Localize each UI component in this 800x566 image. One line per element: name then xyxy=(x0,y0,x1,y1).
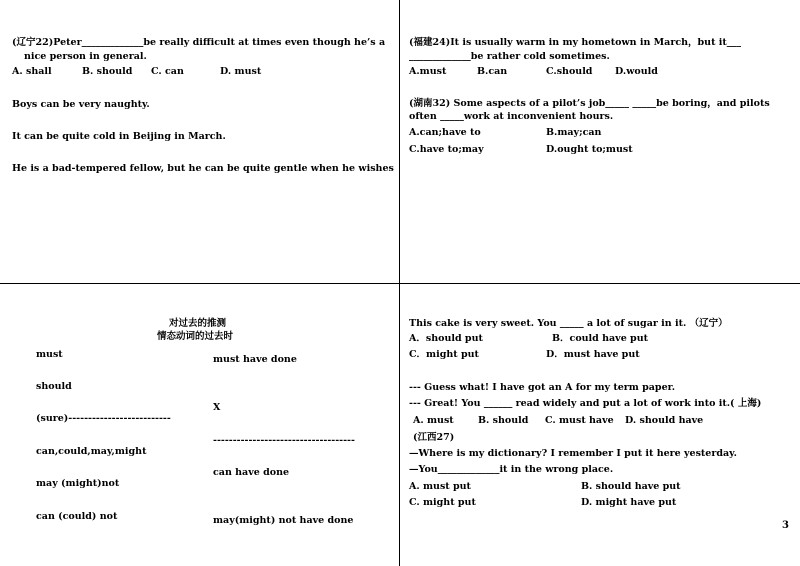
q6-option-d: D. might have put xyxy=(581,497,677,508)
q1-option-b: B. should xyxy=(82,66,133,77)
q2-option-d: D.would xyxy=(615,66,658,77)
q5-option-b: B. should xyxy=(478,415,529,426)
q4-option-a: A．should put xyxy=(409,333,483,344)
q3-option-b: B.may;can xyxy=(546,127,602,138)
q6-line1: —Where is my dictionary? I remember I put it here yesterday. xyxy=(409,448,737,459)
left-item-can-not: can (could) not xyxy=(36,511,118,522)
q2-option-c: C.should xyxy=(546,66,593,77)
q6-line2: —You_____________it in the wrong place. xyxy=(409,464,614,475)
q1-option-c: C. can xyxy=(151,66,184,77)
left-item-must: must xyxy=(36,349,63,360)
q6-tag: (江西27) xyxy=(413,432,455,443)
example-3: He is a bad-tempered fellow, but he can be quite gentle when he wishes xyxy=(12,163,394,174)
q2-stem-line1: (福建24)It is usually warm in my hometown in March，but it___ xyxy=(409,37,742,48)
left-item-can-could: can,could,may,might xyxy=(36,446,147,457)
example-2: It can be quite cold in Beijing in March. xyxy=(12,131,226,142)
q4-stem: This cake is very sweet. You _____ a lot of sugar in it. （辽宁） xyxy=(409,318,728,329)
q2-stem-line2: _____________be rather cold sometimes. xyxy=(409,51,610,62)
q5-line2: --- Great! You ______ read widely and put a lot of work into it.( 上海) xyxy=(409,398,762,409)
q5-option-a: A. must xyxy=(413,415,454,426)
table-title-1: 对过去的推测 xyxy=(169,318,227,329)
q6-option-a: A. must put xyxy=(409,481,471,492)
horizontal-divider xyxy=(0,283,800,284)
q6-option-b: B. should have put xyxy=(581,481,681,492)
q1-option-d: D. must xyxy=(220,66,262,77)
right-item-dashes: ------------------------------------ xyxy=(213,435,355,446)
q4-option-c: C．might put xyxy=(409,349,479,360)
page-number: 3 xyxy=(782,520,789,531)
right-item-must-have-done: must have done xyxy=(213,354,297,365)
q1-stem-line2: nice person in general. xyxy=(24,51,147,62)
q1-option-a: A. shall xyxy=(12,66,52,77)
q3-stem-line2: often _____work at inconvenient hours. xyxy=(409,111,614,122)
right-item-can-have-done: can have done xyxy=(213,467,290,478)
q4-option-d: D．must have put xyxy=(546,349,640,360)
q3-stem-line1: (湖南32) Some aspects of a pilot’s job_____ _____be boring，and pilots xyxy=(409,98,770,109)
q1-stem-line1: (辽宁22)Peter_____________be really difficult at times even though he’s a xyxy=(12,37,386,48)
q4-option-b: B．could have put xyxy=(552,333,648,344)
q5-option-c: C. must have xyxy=(545,415,614,426)
q5-line1: --- Guess what! I have got an A for my term paper. xyxy=(409,382,676,393)
q3-option-a: A.can;have to xyxy=(409,127,481,138)
table-title-2: 情态动词的过去时 xyxy=(157,331,234,342)
example-1: Boys can be very naughty. xyxy=(12,99,150,110)
q2-option-a: A.must xyxy=(409,66,447,77)
right-item-x: X xyxy=(213,402,221,413)
left-item-should: should xyxy=(36,381,72,392)
q6-option-c: C. might put xyxy=(409,497,476,508)
right-item-may-not-have-done: may(might) not have done xyxy=(213,515,354,526)
q3-option-c: C.have to;may xyxy=(409,144,484,155)
left-item-sure: (sure)-------------------------- xyxy=(36,413,171,424)
q2-option-b: B.can xyxy=(477,66,508,77)
q5-option-d: D. should have xyxy=(625,415,704,426)
left-item-may-not: may (might)not xyxy=(36,478,120,489)
q3-option-d: D.ought to;must xyxy=(546,144,633,155)
